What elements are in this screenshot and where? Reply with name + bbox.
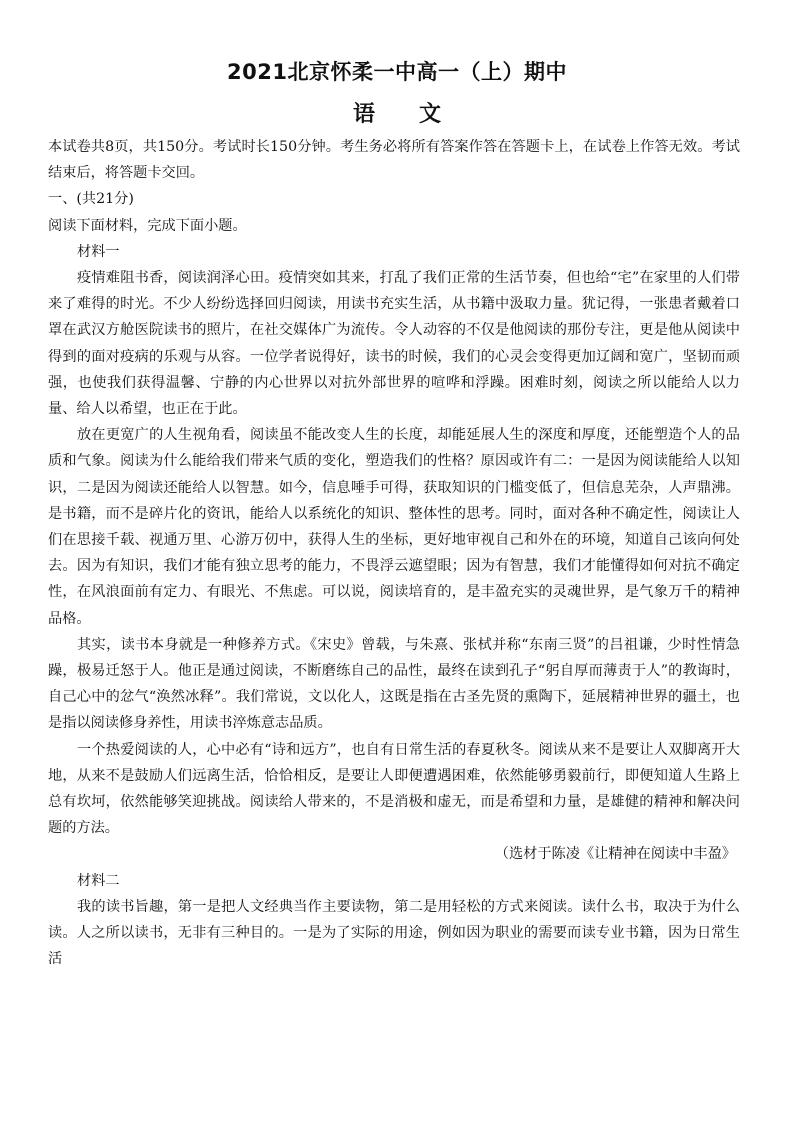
material-one-paragraph: 其实，读书本身就是一种修养方式。《宋史》曾载，与朱熹、张栻并称“东南三贤”的吕祖谦，少时性情急躁，极易迁怒于人。他正是通过阅读，不断磨练自己的品性，最终在读到孔子“躬自厚而薄责于人”的教诲时，自己心中的忿气“涣然冰释”。我们常说，文以化人，这既是指在古圣先贤的熏陶下，延展精神世界的疆土，也是指以阅读修身养性，用读书淬炼意志品质。 bbox=[48, 636, 740, 732]
material-two-paragraph: 我的读书旨趣，第一是把人文经典当作主要读物，第二是用轻松的方式来阅读。读什么书，取决于为什么读。人之所以读书，无非有三种目的。一是为了实际的用途，例如因为职业的需要而读专业书籍，因为日常生活 bbox=[48, 898, 740, 968]
material-one-paragraph: 疫情难阻书香，阅读润泽心田。疫情突如其来，打乱了我们正常的生活节奏，但也给“宅”在家里的人们带来了难得的时光。不少人纷纷选择回归阅读，用读书充实生活，从书籍中汲取力量。犹记得，一张患者戴着口罩在武汉方舱医院读书的照片，在社交媒体广为流传。令人动容的不仅是他阅读的那份专注，更是他从阅读中得到的面对疫病的乐观与从容。一位学者说得好，读书的时候，我们的心灵会变得更加辽阔和宽广，坚韧而顽强，也使我们获得温馨、宁静的内心世界以对抗外部世界的喧哗和浮躁。困难时刻，阅读之所以能给人以力量、给人以希望，也正在于此。 bbox=[48, 270, 740, 418]
subject-title: 语文 bbox=[352, 102, 485, 127]
material-two-label: 材料二 bbox=[77, 872, 120, 889]
section-heading: 一、(共21分) bbox=[48, 191, 134, 208]
exam-body bbox=[48, 134, 740, 973]
material-one-label: 材料一 bbox=[77, 243, 120, 260]
material-one-source: （选材于陈凌《让精神在阅读中丰盈》 bbox=[494, 846, 736, 863]
material-one-paragraph: 一个热爱阅读的人，心中必有“诗和远方”，也自有日常生活的春夏秋冬。阅读从来不是要让人双脚离开大地，从来不是鼓励人们远离生活，恰恰相反，是要让人即便遭遇困难，依然能够勇毅前行，即便知道人生路上总有坎坷，依然能够笑迎挑战。阅读给人带来的，不是消极和虚无，而是希望和力量，是雄健的精神和解决问题的方法。 bbox=[48, 741, 740, 837]
section-prompt: 阅读下面材料，完成下面小题。 bbox=[48, 217, 247, 234]
page-title: 2021北京怀柔一中高一（上）期中 bbox=[227, 60, 567, 84]
exam-instructions: 本试卷共8页，共150分。考试时长150分钟。考生务必将所有答案作答在答题卡上，在试卷上作答无效。考试结束后，将答题卡交回。 bbox=[48, 139, 740, 182]
material-one-paragraph: 放在更宽广的人生视角看，阅读虽不能改变人生的长度，却能延展人生的深度和厚度，还能塑造个人的品质和气象。阅读为什么能给我们带来气质的变化，塑造我们的性格？原因或许有二：一是因为阅读能给人以知识，二是因为阅读还能给人以智慧。如今，信息唾手可得，获取知识的门槛变低了，但信息芜杂，人声鼎沸。是书籍，而不是碎片化的资讯，能给人以系统化的知识、整体性的思考。同时，面对各种不确定性，阅读让人们在思接千载、视通万里、心游万仞中，获得人生的坐标，更好地审视自己和外在的环境，知道自己该向何处去。因为有知识，我们才能有独立思考的能力，不畏浮云遮望眼；因为有智慧，我们才能懂得如何对抗不确定性，在风浪面前有定力、有眼光、不焦虑。可以说，阅读培育的，是丰盈充实的灵魂世界，是气象万千的精神品格。 bbox=[48, 427, 740, 627]
